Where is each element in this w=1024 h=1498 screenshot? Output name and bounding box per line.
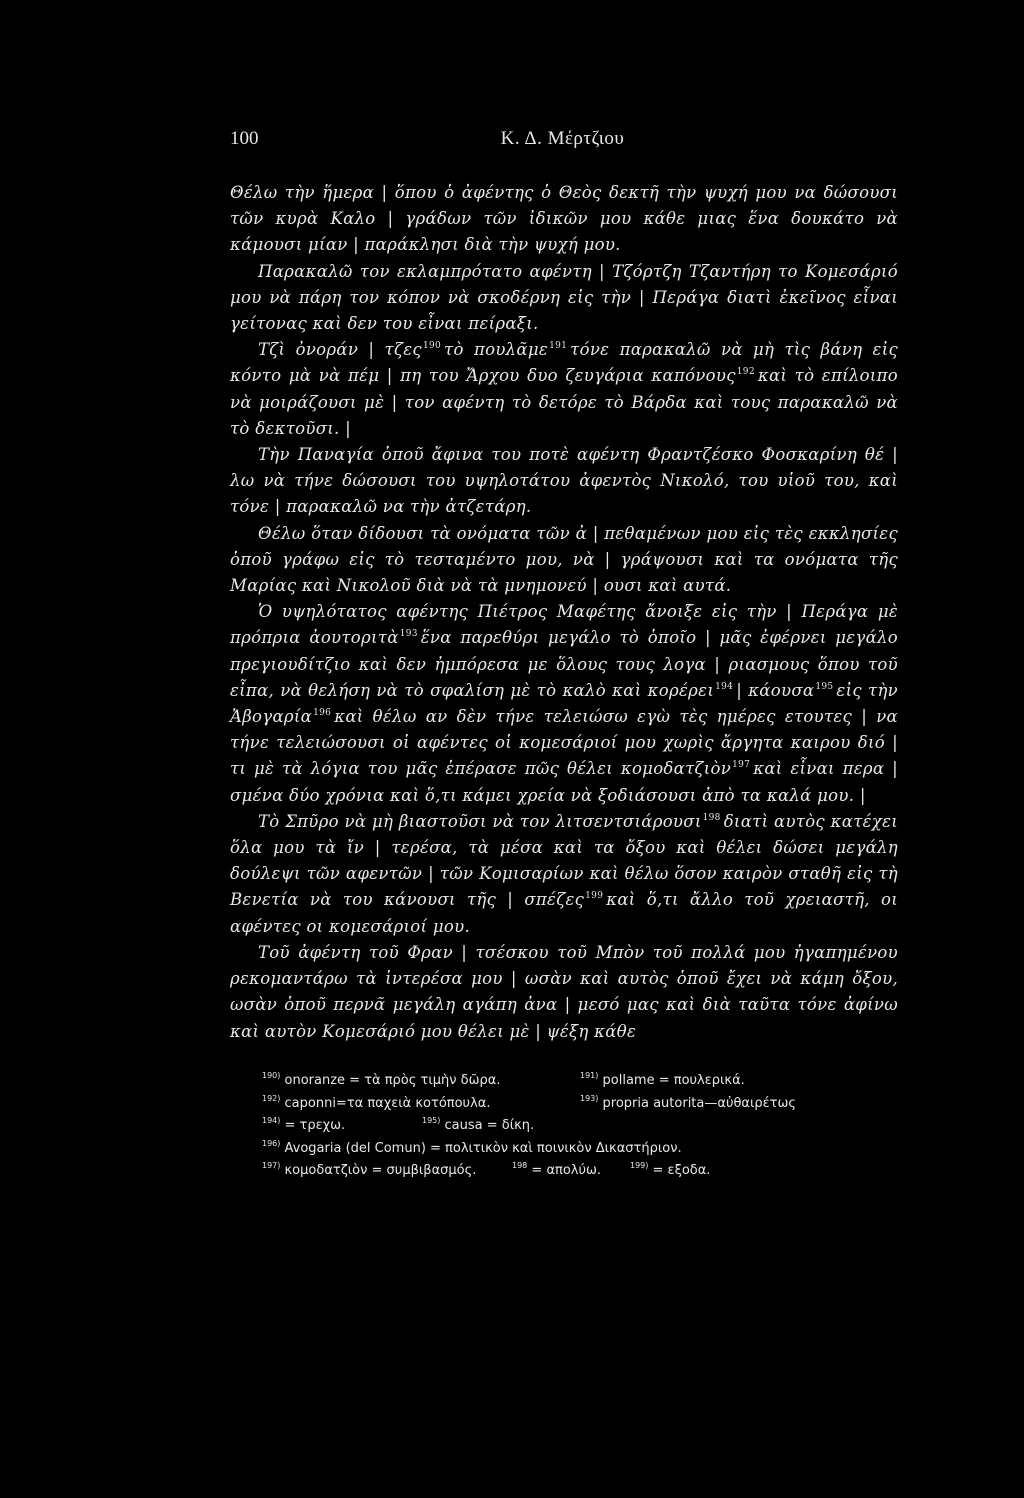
- paragraph: [230, 940, 898, 1045]
- footnote: [262, 1115, 422, 1138]
- footnote: [580, 1093, 796, 1116]
- footnote-text: caponni=τα παχειὰ κοτόπουλα.: [280, 1095, 491, 1111]
- text-run: καὶ τὸ επίλοιπο νὰ μοιράζουσι μὲ | τον αφέντη τὸ δετόρε τὸ Βάρδα καὶ τους παρακαλῶ νὰ τὸ δεκτοῦσι. |: [230, 366, 898, 438]
- text-run: εἰς τὴν Ἀβογαρία: [230, 680, 898, 727]
- footnote-text: κομοδατζιὸν = συμβιβασμός.: [280, 1163, 477, 1178]
- text-run: Τοῦ ἀφέντη τοῦ Φραν | τσέσκου τοῦ Μπὸν τοῦ πολλά μου ἠγαπημένου ρεκομαντάρω τὰ ἰντερέσα μου | ωσὰν καὶ αυτὸς ὁποῦ ἔχει νὰ κάμη ὄξου, ωσὰν ὁποῦ περνᾶ μεγάλη αγάπη ἀνα | μεσό μας καὶ διὰ ταῦτα τόνε ἀφίνω καὶ αυτὸν Κομεσάριό μου θέλει μὲ | ψέξη κάθε: [230, 942, 898, 1041]
- footnote-ref: 192: [736, 367, 755, 378]
- footnote-ref: 190: [422, 341, 442, 352]
- footnotes: [262, 1070, 902, 1183]
- paragraph: [230, 442, 898, 521]
- footnote-line: [262, 1138, 902, 1161]
- text-run: τὸ πουλᾶμε: [444, 340, 549, 360]
- paragraph: [230, 599, 898, 809]
- footnote-line: [262, 1070, 902, 1093]
- footnote-number: 197): [262, 1161, 281, 1170]
- running-title: Κ. Δ. Μέρτζιου: [500, 128, 625, 149]
- footnote-number: 195): [422, 1116, 441, 1125]
- text-run: ἕνα παρεθύρι μεγάλο τὸ ὁποῖο | μᾶς ἐφέρνει μεγάλο πρεγιουδίτζιο καὶ δεν ἠμπόρεσα με ὅλους τους λογα | ριασμους ὅπου τοῦ εἶπα, νὰ θελήση νὰ τὸ σφαλίση μὲ τὸ καλὸ καὶ κορέρει: [230, 628, 898, 700]
- page-number: 100: [230, 128, 259, 149]
- footnote-ref: 197: [732, 760, 751, 771]
- footnote-ref: 195: [815, 681, 834, 692]
- page-header: [230, 128, 895, 158]
- text-run: Τὴν Παναγία ὁποῦ ἄφινα του ποτὲ αφέντη Φραντζέσκο Φοσκαρίνη θέ | λω νὰ τήνε δώσουσι του υψηλοτάτου ἀφεντὸς Νικολό, του υἱοῦ του, καὶ τόνε | παρακαλῶ να τὴν ἀτζετάρη.: [230, 445, 898, 517]
- footnote-number: 192): [262, 1093, 281, 1103]
- text-run: Ὁ υψηλότατος αφέντης Πιέτρος Μαφέτης ἄνοιξε εἰς τὴν | Περάγα μὲ πρόπρια ἀουτοριτὰ: [230, 602, 898, 648]
- text-run: διατὶ αυτὸς κατέχει ὅλα μου τὰ ἴν | τερέσα, τὰ μέσα καὶ τα ὄξου καὶ θέλει δώσει μεγάλη δούλεψι τῶν αφεντῶν | τῶν Κομισαρίων καὶ θέλω ὅσον καιρὸν σταθῆ εἰς τὴ Βενετία νὰ του κάνουσι τῆς | σπέζες: [230, 811, 899, 910]
- footnote-ref: 194: [715, 681, 734, 692]
- footnote-ref: 196: [313, 708, 332, 719]
- footnote: [262, 1093, 580, 1116]
- footnote-number: 198: [512, 1161, 528, 1170]
- footnote-line: [262, 1093, 902, 1116]
- footnote-number: 196): [262, 1138, 281, 1148]
- text-run: καὶ ὅ,τι ἄλλο τοῦ χρειαστῆ, οι αφέντες οι κομεσάριοί μου.: [230, 890, 899, 936]
- paragraph: [230, 337, 898, 442]
- text-run: Τζὶ ὀνοράν | τζες: [258, 340, 422, 360]
- paragraph: [230, 259, 898, 338]
- footnote-line: [262, 1160, 902, 1183]
- footnote-number: 199): [630, 1161, 649, 1170]
- footnote-text: = εξοδα.: [648, 1163, 711, 1178]
- footnote-number: 194): [262, 1116, 281, 1125]
- footnote-ref: 191: [549, 341, 568, 352]
- text-run: καὶ εἶναι περα | σμένα δύο χρόνια καὶ ὅ,τι κάμει χρεία νὰ ξοδιάσουσι ἀπὸ τα καλά μου. |: [230, 759, 898, 805]
- footnote: [630, 1160, 710, 1183]
- footnote: [262, 1138, 682, 1161]
- paragraph: [230, 180, 898, 259]
- main-text: [230, 180, 898, 1045]
- text-run: | κάουσα: [736, 680, 815, 700]
- footnote-text: propria autorita—αὐθαιρέτως: [598, 1095, 797, 1111]
- footnote: [512, 1160, 630, 1183]
- footnote-number: 191): [580, 1071, 599, 1080]
- footnote-text: causa = δίκη.: [440, 1118, 535, 1133]
- text-run: Θέλω τὴν ἥμερα | ὅπου ὁ ἀφέντης ὁ Θεὸς δεκτῆ τὴν ψυχή μου να δώσουσι τῶν κυρὰ Καλο | γράδων τῶν ἰδικῶν μου κάθε μιας ἕνα δουκάτο νὰ κάμουσι μίαν | παράκλησι διὰ τὴν ψυχή μου.: [230, 183, 898, 255]
- footnote-ref: 199: [585, 891, 604, 902]
- text-run: Τὸ Σπῦρο νὰ μὴ βιαστοῦσι νὰ τον λιτσεντσιάρουσι: [258, 811, 702, 831]
- text-run: καὶ θέλω αν δὲν τήνε τελειώσω εγὼ τὲς ημέρες ετουτες | να τήνε τελειώσουσι οἱ αφέντες οἱ κομεσάριοί μου χωρὶς ἄργητα καιρου διό | τι μὲ τὰ λόγια του μᾶς ἐπέρασε πῶς θέλει κομοδατζιὸν: [230, 707, 898, 779]
- paragraph: [230, 521, 898, 600]
- paragraph: [230, 809, 898, 940]
- footnote-text: Avogaria (del Comun) = πολιτικὸν καὶ ποινικὸν Δικαστήριον.: [280, 1140, 682, 1156]
- footnote-text: onoranze = τὰ πρὸς τιμὴν δῶρα.: [280, 1073, 501, 1088]
- footnote: [262, 1160, 512, 1183]
- footnote-text: = απολύω.: [527, 1163, 602, 1178]
- footnote-ref: 198: [702, 812, 721, 823]
- footnote-ref: 193: [399, 629, 418, 640]
- footnote-text: pollame = πουλερικά.: [598, 1073, 745, 1088]
- footnote: [422, 1115, 534, 1138]
- footnote-line: [262, 1115, 902, 1138]
- footnote-number: 193): [580, 1093, 599, 1103]
- text-run: τόνε παρακαλῶ νὰ μὴ τὶς βάνη εἰς κόντο μὰ νὰ πέμ | πη του Ἄρχου δυο ζευγάρια καπόνους: [230, 340, 899, 386]
- footnote-text: = τρεχω.: [280, 1118, 346, 1133]
- text-run: Θέλω ὅταν δίδουσι τὰ ονόματα τῶν ἀ | πεθαμένων μου εἰς τὲς εκκλησίες ὁποῦ γράφω εἰς τὸ τεσταμέντο μου, νὰ | γράψουσι καὶ τα ονόματα τῆς Μαρίας καὶ Νικολοῦ διὰ νὰ τὰ μνημονεύ | ουσι καὶ αυτά.: [230, 523, 898, 596]
- footnote: [580, 1070, 745, 1093]
- footnote: [262, 1070, 580, 1093]
- text-run: Παρακαλῶ τον εκλαμπρότατο αφέντη | Τζόρτζη Τζαντήρη το Κομεσάριό μου νὰ πάρη τον κόπον νὰ σκοδέρνη εἰς τὴν | Περάγα διατὶ ἐκεῖνος εἶναι γείτονας καὶ δεν του εἶναι πείραξι.: [230, 261, 898, 334]
- footnote-number: 190): [262, 1071, 281, 1080]
